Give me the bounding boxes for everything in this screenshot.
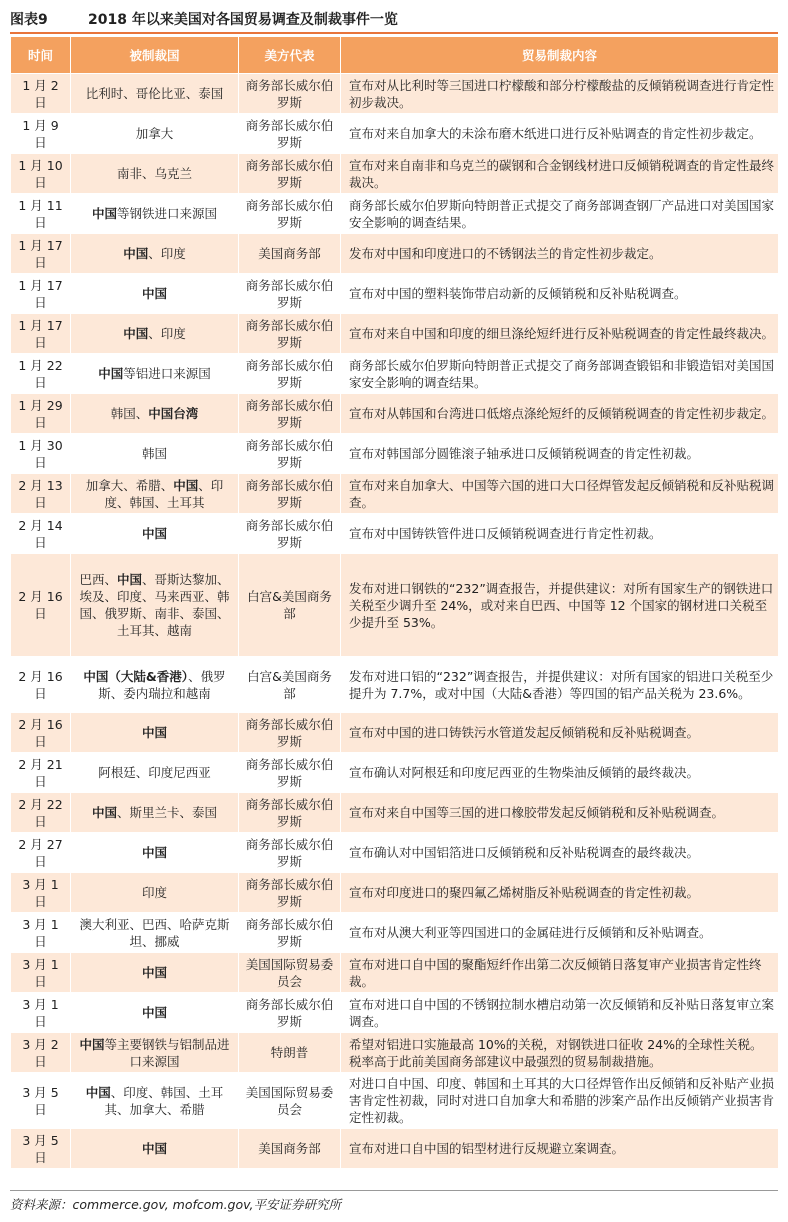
country-text: 、哥斯达黎加、埃及、印度、马来西亚、韩国、俄罗斯、南非、泰国、土耳其、越南: [79, 572, 230, 638]
cell-us-representative: 商务部长威尔伯罗斯: [239, 194, 341, 234]
figure-title-text: 2018 年以来美国对各国贸易调查及制裁事件一览: [88, 12, 398, 28]
table-row: [11, 194, 779, 234]
cell-date: 1 月 11 日: [11, 194, 71, 234]
cell-us-representative: 商务部长威尔伯罗斯: [239, 394, 341, 434]
cell-date: 1 月 30 日: [11, 434, 71, 474]
cell-date: 2 月 22 日: [11, 793, 71, 833]
cell-us-representative: 商务部长威尔伯罗斯: [239, 993, 341, 1033]
cell-us-representative: 美国国际贸易委员会: [239, 1073, 341, 1129]
cell-date: 2 月 13 日: [11, 474, 71, 514]
table-row: [11, 833, 779, 873]
cell-sanction-content: 商务部长威尔伯罗斯向特朗普正式提交了商务部调查钢厂产品进口对美国国家安全影响的调查结果。: [341, 194, 779, 234]
cell-target-country: [71, 394, 239, 434]
table-row: [11, 114, 779, 154]
cell-date: 3 月 1 日: [11, 993, 71, 1033]
country-text: 、印度: [148, 326, 186, 341]
cell-us-representative: 商务部长威尔伯罗斯: [239, 913, 341, 953]
table-row: [11, 1129, 779, 1169]
cell-us-representative: 商务部长威尔伯罗斯: [239, 74, 341, 114]
cell-target-country: [71, 833, 239, 873]
cell-target-country: [71, 474, 239, 514]
cell-us-representative: 白宫&美国商务部: [239, 554, 341, 657]
highlighted-country: 中国: [141, 1141, 167, 1156]
table-row: [11, 354, 779, 394]
cell-date: 3 月 5 日: [11, 1073, 71, 1129]
cell-date: 3 月 1 日: [11, 913, 71, 953]
header-representative: 美方代表: [239, 37, 341, 74]
highlighted-country: 中国: [141, 1005, 167, 1020]
highlighted-country: 中国: [141, 725, 167, 740]
cell-target-country: [71, 314, 239, 354]
cell-sanction-content: 宣布对进口自中国的铝型材进行反规避立案调查。: [341, 1129, 779, 1169]
cell-us-representative: 商务部长威尔伯罗斯: [239, 873, 341, 913]
cell-target-country: [71, 354, 239, 394]
cell-sanction-content: 宣布对进口自中国的不锈钢拉制水槽启动第一次反倾销和反补贴日落复审立案调查。: [341, 993, 779, 1033]
cell-date: 3 月 1 日: [11, 953, 71, 993]
highlighted-country: 中国: [173, 477, 199, 493]
highlighted-country: 中国: [141, 965, 167, 980]
highlighted-country: 中国台湾: [148, 406, 199, 421]
highlighted-country: 中国: [85, 1084, 111, 1100]
highlighted-country: 中国: [141, 526, 167, 541]
header-content: 贸易制裁内容: [341, 37, 779, 74]
cell-sanction-content: 发布对进口铝的“232”调查报告，并提供建议：对所有国家的铝进口关税至少提升为 7.7%，或对中国（大陆&香港）等四国的铝产品关税为 23.6%。: [341, 657, 779, 713]
cell-target-country: [71, 114, 239, 154]
cell-us-representative: 商务部长威尔伯罗斯: [239, 154, 341, 194]
cell-target-country: [71, 74, 239, 114]
table-row: [11, 154, 779, 194]
cell-date: 2 月 16 日: [11, 657, 71, 713]
cell-date: 1 月 17 日: [11, 314, 71, 354]
cell-sanction-content: 希望对铝进口实施最高 10%的关税，对钢铁进口征收 24%的全球性关税。税率高于此前美国商务部建议中最强烈的贸易制裁措施。: [341, 1033, 779, 1073]
sanctions-table: [10, 36, 779, 1169]
table-body: [11, 74, 779, 1169]
country-text: 、印度、韩国、土耳其: [104, 477, 224, 510]
highlighted-country: 中国: [123, 246, 149, 261]
highlighted-country: 中国: [141, 286, 167, 301]
cell-date: 1 月 10 日: [11, 154, 71, 194]
cell-target-country: [71, 953, 239, 993]
cell-us-representative: 商务部长威尔伯罗斯: [239, 713, 341, 753]
cell-us-representative: 商务部长威尔伯罗斯: [239, 514, 341, 554]
cell-date: 2 月 16 日: [11, 554, 71, 657]
cell-sanction-content: 宣布确认对中国铝箔进口反倾销税和反补贴税调查的最终裁决。: [341, 833, 779, 873]
highlighted-country: 中国: [123, 326, 149, 341]
country-text: 阿根廷、印度尼西亚: [98, 765, 211, 780]
table-row: [11, 873, 779, 913]
table-row: [11, 394, 779, 434]
country-text: 、印度: [148, 246, 186, 261]
cell-sanction-content: 宣布对来自加拿大、中国等六国的进口大口径焊管发起反倾销税和反补贴税调查。: [341, 474, 779, 514]
table-row: [11, 1073, 779, 1129]
cell-date: 2 月 14 日: [11, 514, 71, 554]
cell-us-representative: 商务部长威尔伯罗斯: [239, 434, 341, 474]
cell-target-country: [71, 194, 239, 234]
cell-target-country: [71, 554, 239, 657]
cell-us-representative: 商务部长威尔伯罗斯: [239, 793, 341, 833]
cell-us-representative: 商务部长威尔伯罗斯: [239, 314, 341, 354]
cell-sanction-content: 发布对中国和印度进口的不锈钢法兰的肯定性初步裁定。: [341, 234, 779, 274]
highlighted-country: 中国: [91, 805, 117, 820]
cell-target-country: [71, 274, 239, 314]
table-row: [11, 753, 779, 793]
cell-sanction-content: 宣布对来自加拿大的未涂布磨木纸进口进行反补贴调查的肯定性初步裁定。: [341, 114, 779, 154]
table-row: [11, 554, 779, 657]
table-row: [11, 793, 779, 833]
cell-sanction-content: 宣布对来自南非和乌克兰的碳钢和合金钢线材进口反倾销税调查的肯定性最终裁决。: [341, 154, 779, 194]
cell-target-country: [71, 1073, 239, 1129]
cell-date: 2 月 16 日: [11, 713, 71, 753]
country-text: 等铝进口来源国: [123, 366, 211, 381]
cell-sanction-content: 宣布对韩国部分圆锥滚子轴承进口反倾销税调查的肯定性初裁。: [341, 434, 779, 474]
cell-us-representative: 白宫&美国商务部: [239, 657, 341, 713]
country-text: 、斯里兰卡、泰国: [117, 805, 218, 820]
table-row: [11, 953, 779, 993]
country-text: 、印度、韩国、土耳其、加拿大、希腊: [104, 1084, 224, 1117]
country-text: 等钢铁进口来源国: [117, 206, 218, 221]
cell-us-representative: 特朗普: [239, 1033, 341, 1073]
cell-target-country: [71, 234, 239, 274]
country-text: 加拿大: [135, 126, 174, 141]
cell-sanction-content: 宣布对从比利时等三国进口柠檬酸和部分柠檬酸盐的反倾销税调查进行肯定性初步裁决。: [341, 74, 779, 114]
highlighted-country: 中国: [141, 845, 167, 860]
cell-sanction-content: 对进口自中国、印度、韩国和土耳其的大口径焊管作出反倾销和反补贴产业损害肯定性初裁，同时对进口自加拿大和希腊的涉案产品作出反倾销产业损害肯定性初裁。: [341, 1073, 779, 1129]
cell-date: 3 月 1 日: [11, 873, 71, 913]
cell-target-country: [71, 1033, 239, 1073]
table-row: [11, 234, 779, 274]
cell-date: 1 月 17 日: [11, 274, 71, 314]
cell-target-country: [71, 154, 239, 194]
figure-number: 图表9: [10, 12, 48, 28]
country-text: 等主要钢铁与铝制品进口来源国: [104, 1036, 230, 1069]
cell-sanction-content: 宣布对从韩国和台湾进口低熔点涤纶短纤的反倾销税调查的肯定性初步裁定。: [341, 394, 779, 434]
cell-target-country: [71, 753, 239, 793]
country-text: 加拿大、希腊、: [85, 477, 174, 493]
table-header-row: [11, 37, 779, 74]
country-text: 巴西、: [79, 572, 117, 587]
cell-date: 1 月 9 日: [11, 114, 71, 154]
cell-date: 3 月 5 日: [11, 1129, 71, 1169]
cell-sanction-content: 宣布对来自中国和印度的细旦涤纶短纤进行反补贴税调查的肯定性最终裁决。: [341, 314, 779, 354]
country-text: 韩国: [141, 446, 167, 461]
table-row: [11, 314, 779, 354]
table-row: [11, 1033, 779, 1073]
cell-target-country: [71, 873, 239, 913]
table-row: [11, 74, 779, 114]
cell-us-representative: 美国商务部: [239, 234, 341, 274]
highlighted-country: 中国: [79, 1036, 105, 1052]
cell-target-country: [71, 913, 239, 953]
cell-date: 3 月 2 日: [11, 1033, 71, 1073]
header-target: 被制裁国: [71, 37, 239, 74]
country-text: 澳大利亚、巴西、哈萨克斯坦、挪威: [79, 916, 230, 949]
sanctions-table-container: [10, 36, 778, 1169]
header-date: 时间: [11, 37, 71, 74]
cell-sanction-content: 发布对进口钢铁的“232”调查报告，并提供建议：对所有国家生产的钢铁进口关税至少调升至 24%，或对来自巴西、中国等 12 个国家的钢材进口关税至少提升至 53%。: [341, 554, 779, 657]
cell-sanction-content: 宣布对中国的塑料装饰带启动新的反倾销税和反补贴税调查。: [341, 274, 779, 314]
cell-target-country: [71, 993, 239, 1033]
country-text: 南非、乌克兰: [116, 166, 192, 181]
cell-target-country: [71, 657, 239, 713]
cell-sanction-content: 商务部长威尔伯罗斯向特朗普正式提交了商务部调查锻铝和非锻造铝对美国国家安全影响的调查结果。: [341, 354, 779, 394]
cell-sanction-content: 宣布对进口自中国的聚酯短纤作出第二次反倾销日落复审产业损害肯定性终裁。: [341, 953, 779, 993]
cell-target-country: [71, 1129, 239, 1169]
table-row: [11, 434, 779, 474]
cell-date: 1 月 29 日: [11, 394, 71, 434]
country-text: 比利时、哥伦比亚、泰国: [85, 86, 224, 101]
cell-target-country: [71, 514, 239, 554]
highlighted-country: 中国（大陆&香港）: [83, 668, 189, 684]
cell-target-country: [71, 434, 239, 474]
cell-sanction-content: 宣布对来自中国等三国的进口橡胶带发起反倾销税和反补贴税调查。: [341, 793, 779, 833]
cell-sanction-content: 宣布对中国的进口铸铁污水管道发起反倾销税和反补贴税调查。: [341, 713, 779, 753]
country-text: 韩国、: [110, 406, 149, 421]
cell-sanction-content: 宣布对印度进口的聚四氟乙烯树脂反补贴税调查的肯定性初裁。: [341, 873, 779, 913]
highlighted-country: 中国: [98, 366, 124, 381]
cell-us-representative: 商务部长威尔伯罗斯: [239, 474, 341, 514]
cell-us-representative: 商务部长威尔伯罗斯: [239, 354, 341, 394]
table-header: [11, 37, 779, 74]
cell-date: 2 月 27 日: [11, 833, 71, 873]
cell-us-representative: 商务部长威尔伯罗斯: [239, 114, 341, 154]
cell-us-representative: 商务部长威尔伯罗斯: [239, 833, 341, 873]
source-note: 资料来源：commerce.gov, mofcom.gov,平安证券研究所: [10, 1190, 778, 1213]
highlighted-country: 中国: [91, 206, 117, 221]
cell-target-country: [71, 713, 239, 753]
cell-us-representative: 商务部长威尔伯罗斯: [239, 753, 341, 793]
cell-target-country: [71, 793, 239, 833]
table-row: [11, 993, 779, 1033]
table-row: [11, 913, 779, 953]
table-row: [11, 474, 779, 514]
cell-date: 1 月 22 日: [11, 354, 71, 394]
table-row: [11, 514, 779, 554]
figure-title: [10, 6, 778, 34]
cell-us-representative: 商务部长威尔伯罗斯: [239, 274, 341, 314]
cell-date: 1 月 17 日: [11, 234, 71, 274]
highlighted-country: 中国: [116, 572, 142, 587]
cell-date: 2 月 21 日: [11, 753, 71, 793]
cell-us-representative: 美国国际贸易委员会: [239, 953, 341, 993]
table-row: [11, 657, 779, 713]
cell-sanction-content: 宣布确认对阿根廷和印度尼西亚的生物柴油反倾销的最终裁决。: [341, 753, 779, 793]
cell-sanction-content: 宣布对从澳大利亚等四国进口的金属硅进行反倾销和反补贴调查。: [341, 913, 779, 953]
table-row: [11, 274, 779, 314]
country-text: 、俄罗斯、委内瑞拉和越南: [98, 668, 226, 701]
cell-date: 1 月 2 日: [11, 74, 71, 114]
cell-sanction-content: 宣布对中国铸铁管件进口反倾销税调查进行肯定性初裁。: [341, 514, 779, 554]
cell-us-representative: 美国商务部: [239, 1129, 341, 1169]
country-text: 印度: [141, 885, 167, 900]
table-row: [11, 713, 779, 753]
